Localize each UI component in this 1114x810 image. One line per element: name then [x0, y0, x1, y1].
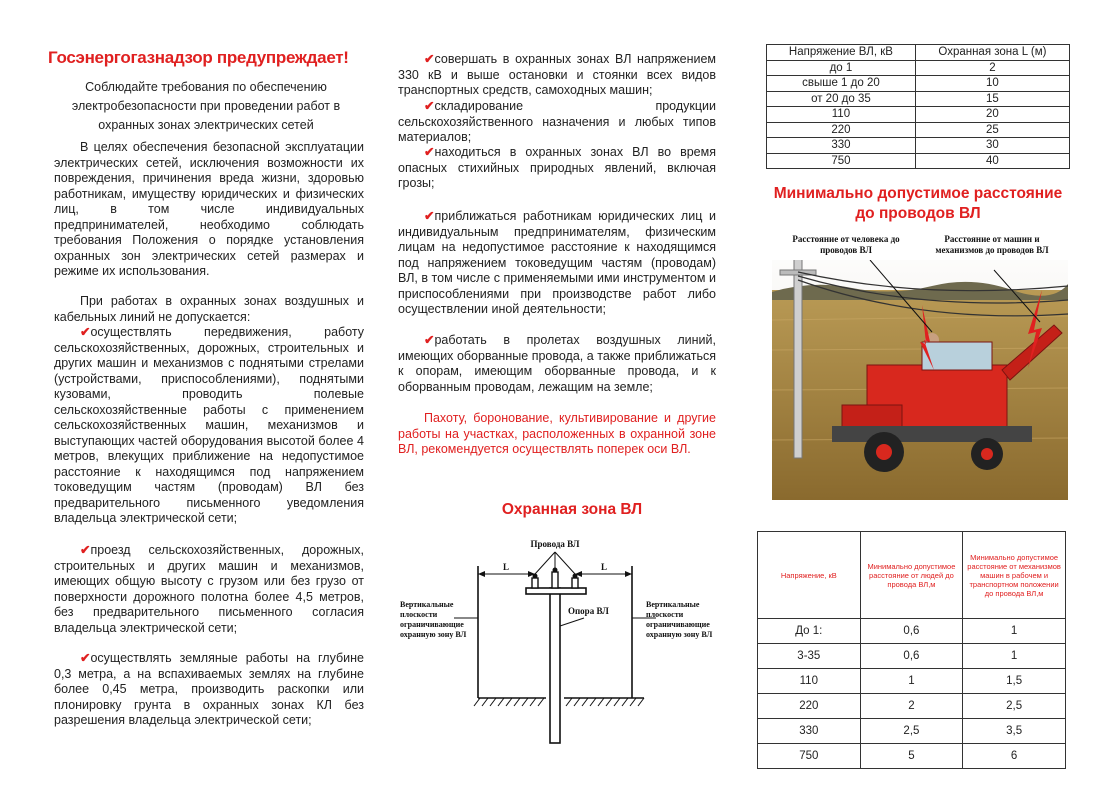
table-cell: 220	[758, 694, 861, 719]
table-header-cell: Минимально допустимое расстояние от людей до провода ВЛ,м	[860, 532, 963, 619]
table-cell: 2	[860, 694, 963, 719]
table-row	[767, 76, 1070, 92]
photo-title: Минимально допустимое расстояние до проводов ВЛ	[773, 185, 1063, 222]
table-header-row	[758, 532, 1066, 619]
middle-note	[398, 411, 716, 458]
left-item-1-text: осуществлять передвижения, работу сельскохозяйственных, дорожных, строительных и других машин и механизмов с поднятыми стрелами (устройствами, приспособлениями), поднятыми кузовами, проводить полевые сельскохозяйственные работы с применением сельскохозяйственных машин, механизмов и выступающих частей оборудования высотой более 4 метров, влекущих приближение на недопустимое расстояние к находящимся под напряжением токоведущим частям (проводам) ВЛ без предварительного письменного уведомления владельца электрической сети;	[54, 325, 364, 525]
table-cell: 110	[767, 107, 916, 123]
intro-text: Соблюдайте требования по обеспечению электробезопасности при проведении работ в охранных зонах электрических сетей	[71, 80, 341, 132]
table-cell: 5	[860, 744, 963, 769]
table-header-cell: Охранная зона L (м)	[915, 45, 1069, 61]
diagram-support-label: Опора ВЛ	[568, 606, 609, 616]
table-row	[767, 91, 1070, 107]
middle-item-4-text: приближаться работникам юридических лиц и индивидуальным предпринимателям, физическим лицам на недопустимое расстояние к находящимся под напряжением токоведущим частям (проводам) ВЛ, в том числе с применяемыми ими инструментом и приспособлениями при производстве работ либо осуществлении иной деятельности;	[398, 209, 716, 316]
table-cell: 110	[758, 669, 861, 694]
left-paragraph-1	[54, 140, 364, 280]
left-item-3-text: осуществлять земляные работы на глубине 0,3 метра, а на вспахиваемых землях на глубине более 0,45 метра, производить раскопки или плонировку грунта в охранных зонах КЛ без разрешения владельца электрической сети;	[54, 651, 364, 727]
photo-label-machine: Расстояние от машин и механизмов до проводов ВЛ	[935, 234, 1049, 255]
table-cell: 15	[915, 91, 1069, 107]
diagram-wires-label: Провода ВЛ	[530, 539, 580, 549]
table-cell: 2,5	[963, 694, 1066, 719]
table-cell: 2	[915, 60, 1069, 76]
check-icon: ✔	[80, 651, 91, 665]
diagram-title: Охранная зона ВЛ	[501, 501, 643, 518]
table-cell: 0,6	[860, 644, 963, 669]
check-icon: ✔	[424, 333, 435, 347]
left-paragraph-2	[54, 294, 364, 325]
left-p1-text: В целях обеспечения безопасной эксплуатации электрических сетей, исключения возможности их повреждения, причинения вреда жизни, здоровью работникам, имуществу юридических и физических лиц, в том числе индивидуальных предпринимателей, необходимо соблюдать требования Положения о порядке установления охранных зон электрических сетей размерах и режиме их использования.	[54, 140, 364, 278]
table-cell: 1	[963, 644, 1066, 669]
table-cell: 750	[767, 153, 916, 169]
table-cell: 2,5	[860, 719, 963, 744]
table-cell: 1,5	[963, 669, 1066, 694]
middle-item-5	[398, 333, 716, 395]
check-icon: ✔	[424, 209, 435, 223]
table-row	[758, 694, 1066, 719]
table-header-cell: Минимально допустимое расстояние от механизмов машин в рабочем и транспортном положении до провода ВЛ,м	[963, 532, 1066, 619]
middle-item-4	[398, 209, 716, 318]
table-row	[758, 619, 1066, 644]
middle-item-2-text: складирование продукции сельскохозяйственного назначения и любых типов материалов;	[398, 99, 716, 144]
middle-item-2	[398, 99, 716, 146]
check-icon: ✔	[424, 99, 435, 113]
check-icon: ✔	[424, 145, 435, 159]
diagram-planes-right-label: Вертикальные плоскости ограничивающие охранную зону ВЛ	[646, 600, 713, 639]
table-cell: 1	[963, 619, 1066, 644]
table-cell: 25	[915, 122, 1069, 138]
table-cell: 20	[915, 107, 1069, 123]
diagram-planes-left-label: Вертикальные плоскости ограничивающие охранную зону ВЛ	[400, 600, 467, 639]
table-cell: 0,6	[860, 619, 963, 644]
table-cell: До 1:	[758, 619, 861, 644]
table-header-row	[767, 45, 1070, 61]
check-icon: ✔	[80, 325, 91, 339]
left-p2-text: При работах в охранных зонах воздушных и кабельных линий не допускается:	[54, 294, 364, 324]
table-cell: 220	[767, 122, 916, 138]
table-cell: 750	[758, 744, 861, 769]
page-title: Госэнергогазнадзор предупреждает!	[48, 48, 349, 67]
table-cell: до 1	[767, 60, 916, 76]
check-icon: ✔	[424, 52, 435, 66]
middle-item-3	[398, 145, 716, 192]
check-icon: ✔	[80, 543, 91, 557]
diagram-l-right: L	[600, 562, 608, 572]
middle-item-1	[398, 52, 716, 99]
left-item-2	[54, 543, 364, 636]
middle-item-5-text: работать в пролетах воздушных линий, имеющих оборванные провода, а также приближаться к опорам, имеющим оборванные провода, и к оборванным проводам, лежащим на земле;	[398, 333, 716, 394]
table-row	[758, 744, 1066, 769]
table-cell: 1	[860, 669, 963, 694]
left-item-1	[54, 325, 364, 527]
diagram-l-left: L	[502, 562, 510, 572]
middle-item-3-text: находиться в охранных зонах ВЛ во время опасных стихийных природных явлений, включая грозы;	[398, 145, 716, 190]
table-row	[767, 60, 1070, 76]
table-row	[758, 719, 1066, 744]
table-row	[767, 107, 1070, 123]
table-row	[758, 669, 1066, 694]
left-item-2-text: проезд сельскохозяйственных, дорожных, строительных и других машин и механизмов, имеющих общую высоту с грузом или без грузо от поверхности дорожного полотна более 4,5 метров, без предварительного письменного согласия владельца электрической сети;	[54, 543, 364, 635]
table-header-cell: Напряжение, кВ	[758, 532, 861, 619]
min-distance-table	[757, 531, 1066, 769]
protection-zone-diagram	[394, 528, 738, 748]
table-cell: 3-35	[758, 644, 861, 669]
table-cell: 3,5	[963, 719, 1066, 744]
harvester-illustration	[772, 230, 1068, 500]
table-cell: от 20 до 35	[767, 91, 916, 107]
table-row	[767, 122, 1070, 138]
table-cell: 30	[915, 138, 1069, 154]
table-row	[767, 138, 1070, 154]
middle-note-text: Пахоту, боронование, культивирование и другие работы на участках, расположенных в охранной зоне ВЛ, рекомендуется осуществлять поперек оси ВЛ.	[398, 411, 716, 456]
table-row	[758, 644, 1066, 669]
table-cell: 40	[915, 153, 1069, 169]
protection-zone-table	[766, 44, 1070, 169]
left-item-3	[54, 651, 364, 729]
table-row	[767, 153, 1070, 169]
table-cell: 10	[915, 76, 1069, 92]
table-cell: 330	[758, 719, 861, 744]
table-header-cell: Напряжение ВЛ, кВ	[767, 45, 916, 61]
table-cell: свыше 1 до 20	[767, 76, 916, 92]
table-cell: 6	[963, 744, 1066, 769]
table-cell: 330	[767, 138, 916, 154]
middle-item-1-text: совершать в охранных зонах ВЛ напряжением 330 кВ и выше остановки и стоянки всех видов транспортных средств, самоходных машин;	[398, 52, 716, 97]
photo-label-person: Расстояние от человека до проводов ВЛ	[792, 234, 900, 255]
